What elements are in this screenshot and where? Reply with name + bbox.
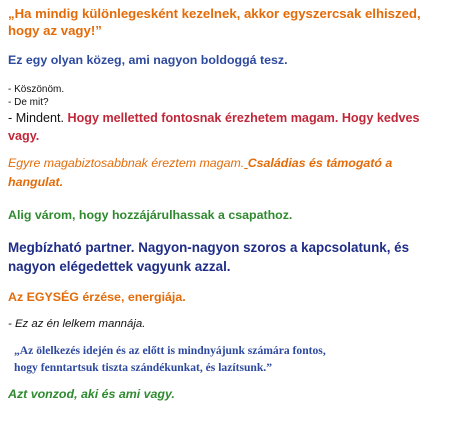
- dialogue-line-question: - De mit?: [8, 97, 49, 108]
- paragraph-soul-manna: - Ez az én lelkem mannája.: [8, 318, 146, 330]
- reliable-partner-line2: nagyon elégedettek vagyunk azzal.: [8, 259, 231, 274]
- quote-embrace-line1: „Az ölelkezés idején és az előtt is mindnyájunk számára fontos,: [14, 344, 326, 357]
- reliable-partner-line1: Megbízható partner. Nagyon-nagyon szoros a kapcsolatunk, és: [8, 240, 410, 255]
- quote-special-treatment: [8, 5, 444, 39]
- dialogue-answer-red-line2: vagy.: [8, 129, 40, 143]
- paragraph-unity: Az EGYSÉG érzése, energiája.: [8, 290, 186, 304]
- paragraph-attract: Azt vonzod, aki és ami vagy.: [8, 387, 175, 401]
- dialogue-line-thanks: - Köszönöm.: [8, 84, 65, 95]
- family-atmosphere-text-line1: Családias és támogató a: [247, 156, 393, 170]
- dialogue-answer-red-line1: Hogy melletted fontosnak érezhetem magam. Hogy kedves: [67, 111, 420, 125]
- paragraph-happy-environment: Ez egy olyan közeg, ami nagyon boldoggá tesz.: [8, 53, 288, 67]
- quote-embrace: [8, 342, 444, 376]
- paragraph-reliable-partner: [8, 238, 444, 276]
- paragraph-contribute-team: Alig várom, hogy hozzájárulhassak a csapathoz.: [8, 208, 293, 222]
- confidence-text: Egyre magabiztosabbnak éreztem magam.: [8, 156, 245, 170]
- quote-special-treatment-line2: hogy az vagy!”: [8, 23, 102, 38]
- paragraph-confidence: [8, 154, 444, 192]
- dialogue-line-answer: [8, 109, 444, 145]
- family-atmosphere-text-line2: hangulat.: [8, 175, 64, 189]
- dialogue-block: [8, 83, 444, 145]
- quote-embrace-line2: hogy fenntartsuk tiszta szándékunkat, és lazítsunk.”: [14, 361, 273, 374]
- quote-special-treatment-line1: „Ha mindig különlegesként kezelnek, akkor egyszercsak elhiszed,: [8, 6, 421, 21]
- dialogue-answer-prefix: - Mindent.: [8, 111, 68, 125]
